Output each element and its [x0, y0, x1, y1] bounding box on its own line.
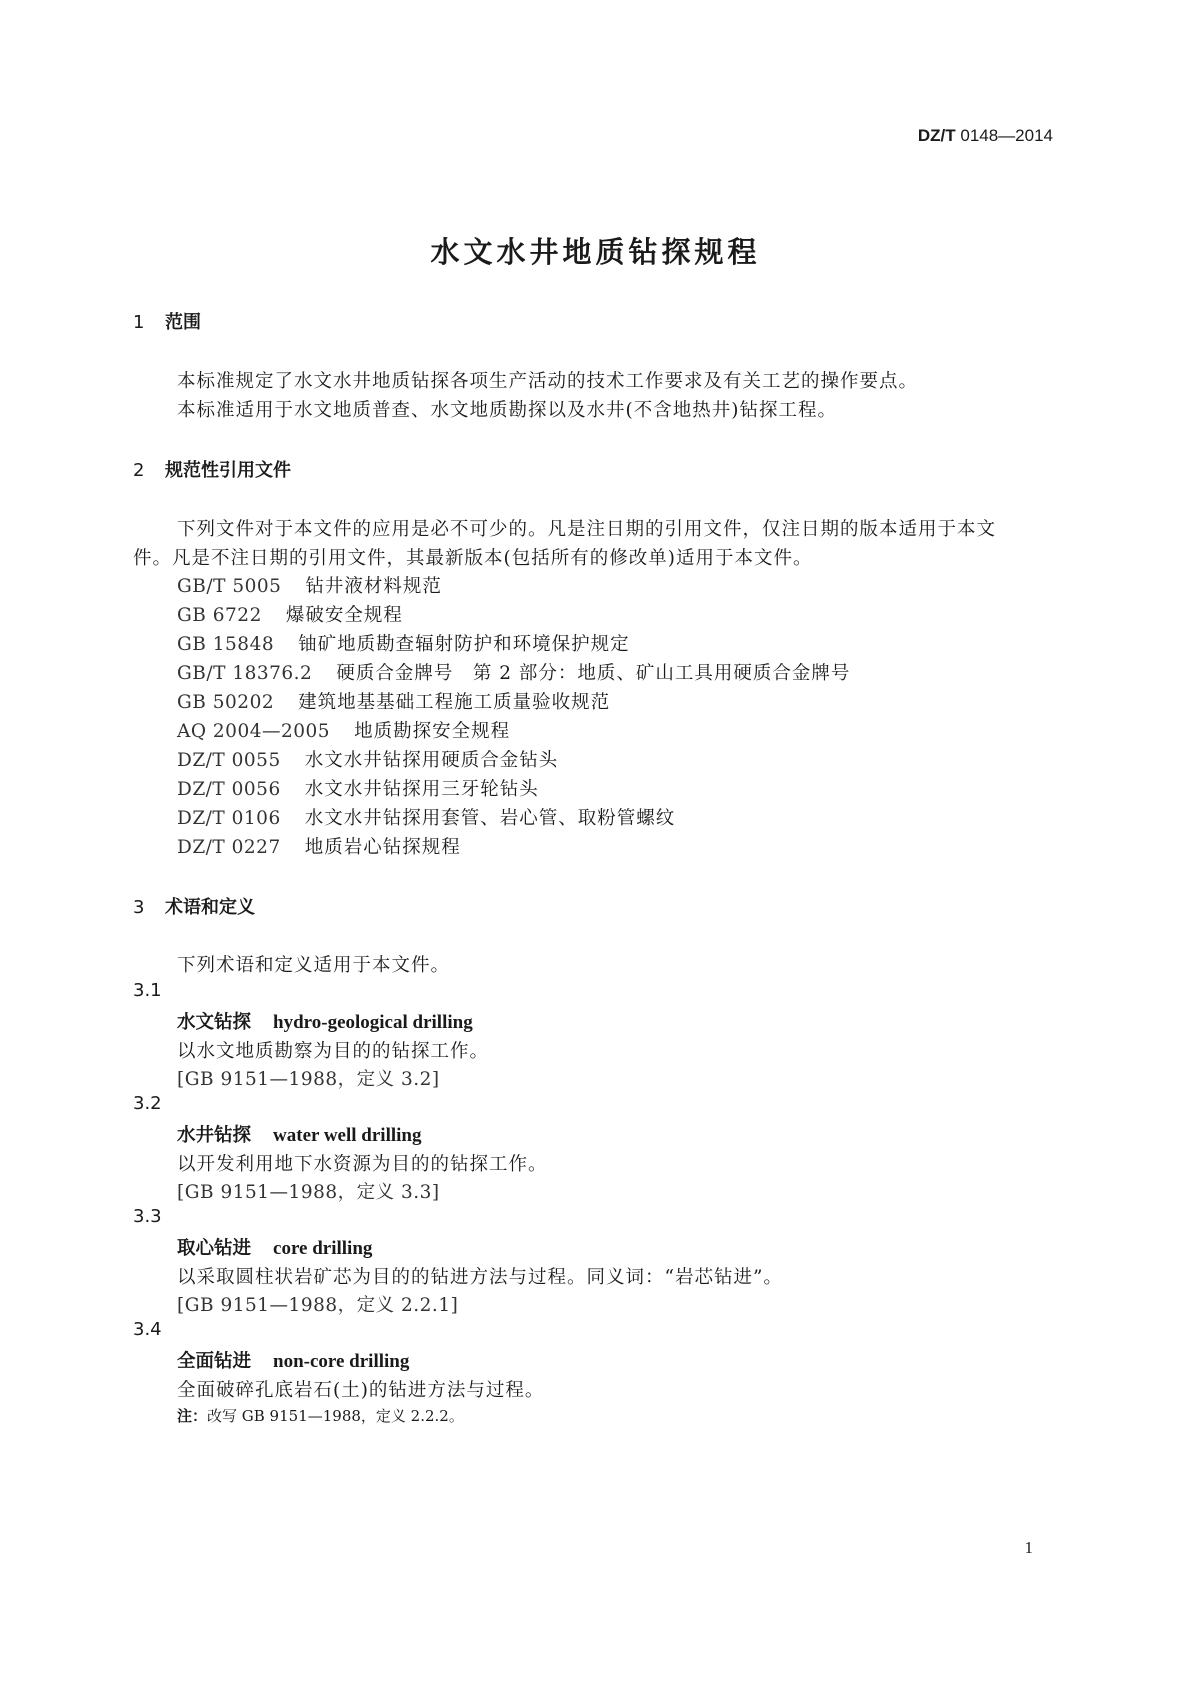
section-number: 3 — [133, 897, 145, 918]
reference-item — [177, 746, 558, 772]
reference-item — [177, 833, 461, 859]
reference-title: 水文水井钻探用硬质合金钻头 — [304, 750, 559, 771]
reference-item — [177, 601, 403, 627]
reference-title: 水文水井钻探用套管、岩心管、取粉管螺纹 — [304, 808, 676, 829]
paragraph: 本标准规定了水文水井地质钻探各项生产活动的技术工作要求及有关工艺的操作要点。 — [177, 371, 919, 392]
standard-code — [918, 126, 1053, 146]
term-en: water well drilling — [273, 1125, 422, 1146]
note-label: 注： — [177, 1407, 208, 1425]
term-title — [177, 1121, 421, 1147]
term-definition: 以水文地质勘察为目的的钻探工作。 — [177, 1041, 490, 1062]
term-zh: 水井钻探 — [177, 1125, 252, 1146]
term-source: [GB 9151—1988，定义 3.3] — [177, 1182, 440, 1203]
term-en: hydro-geological drilling — [273, 1012, 473, 1033]
section-title: 规范性引用文件 — [165, 460, 291, 481]
reference-item — [177, 572, 442, 598]
reference-item — [177, 659, 850, 685]
page-number: 1 — [1024, 1538, 1033, 1557]
section-2-heading — [133, 456, 291, 482]
reference-code: GB 50202 — [177, 692, 275, 713]
reference-title: 水文水井钻探用三牙轮钻头 — [304, 779, 539, 800]
reference-title: 铀矿地质勘查辐射防护和环境保护规定 — [298, 634, 630, 655]
term-title — [177, 1347, 409, 1373]
term-definition: 以开发利用地下水资源为目的的钻探工作。 — [177, 1154, 548, 1175]
reference-code: GB/T 5005 — [177, 576, 282, 597]
section-1-heading — [133, 308, 201, 334]
document-title: 水文水井地质钻探规程 — [430, 235, 761, 269]
term-zh: 取心钻进 — [177, 1238, 252, 1259]
reference-item — [177, 630, 630, 656]
section-title: 范围 — [165, 312, 201, 333]
reference-code: GB/T 18376.2 — [177, 663, 313, 684]
reference-code: DZ/T 0106 — [177, 808, 281, 829]
reference-title: 钻井液材料规范 — [305, 576, 442, 597]
term-number: 3.1 — [133, 980, 162, 1001]
reference-code: AQ 2004—2005 — [177, 721, 331, 742]
reference-item — [177, 688, 610, 714]
term-title — [177, 1008, 473, 1034]
reference-title: 爆破安全规程 — [285, 605, 403, 626]
reference-code: DZ/T 0055 — [177, 750, 281, 771]
section-number: 1 — [133, 312, 145, 333]
note-text: 改写 GB 9151—1988，定义 2.2.2。 — [207, 1407, 464, 1425]
section-3-heading — [133, 893, 255, 919]
paragraph-continuation: 件。凡是不注日期的引用文件，其最新版本(包括所有的修改单)适用于本文件。 — [133, 548, 813, 569]
term-number: 3.3 — [133, 1206, 162, 1227]
section-title: 术语和定义 — [165, 897, 255, 918]
term-source: [GB 9151—1988，定义 3.2] — [177, 1069, 440, 1090]
paragraph: 下列文件对于本文件的应用是必不可少的。凡是注日期的引用文件，仅注日期的版本适用于本文 — [177, 519, 997, 540]
term-definition: 全面破碎孔底岩石(土)的钻进方法与过程。 — [177, 1380, 545, 1401]
reference-title: 硬质合金牌号 第 2 部分：地质、矿山工具用硬质合金牌号 — [336, 663, 851, 684]
reference-item — [177, 717, 510, 743]
term-zh: 全面钻进 — [177, 1351, 252, 1372]
reference-code: DZ/T 0056 — [177, 779, 281, 800]
term-number: 3.2 — [133, 1093, 162, 1114]
paragraph: 下列术语和定义适用于本文件。 — [177, 955, 451, 976]
term-zh: 水文钻探 — [177, 1012, 252, 1033]
term-number: 3.4 — [133, 1319, 162, 1340]
reference-code: GB 15848 — [177, 634, 275, 655]
paragraph: 本标准适用于水文地质普查、水文地质勘探以及水井(不含地热井)钻探工程。 — [177, 400, 837, 421]
reference-title: 地质勘探安全规程 — [354, 721, 511, 742]
term-note — [177, 1405, 464, 1426]
reference-code: DZ/T 0227 — [177, 837, 281, 858]
standard-code-number: 0148—2014 — [960, 126, 1053, 145]
reference-item — [177, 775, 539, 801]
term-definition: 以采取圆柱状岩矿芯为目的的钻进方法与过程。同义词：“岩芯钻进”。 — [177, 1267, 783, 1288]
reference-title: 建筑地基基础工程施工质量验收规范 — [298, 692, 611, 713]
reference-title: 地质岩心钻探规程 — [304, 837, 461, 858]
term-title — [177, 1234, 372, 1260]
term-source: [GB 9151—1988，定义 2.2.1] — [177, 1295, 459, 1316]
section-number: 2 — [133, 460, 145, 481]
reference-item — [177, 804, 675, 830]
standard-code-prefix: DZ/T — [917, 126, 956, 145]
term-en: non-core drilling — [273, 1351, 410, 1372]
reference-code: GB 6722 — [177, 605, 262, 626]
term-en: core drilling — [273, 1238, 373, 1259]
